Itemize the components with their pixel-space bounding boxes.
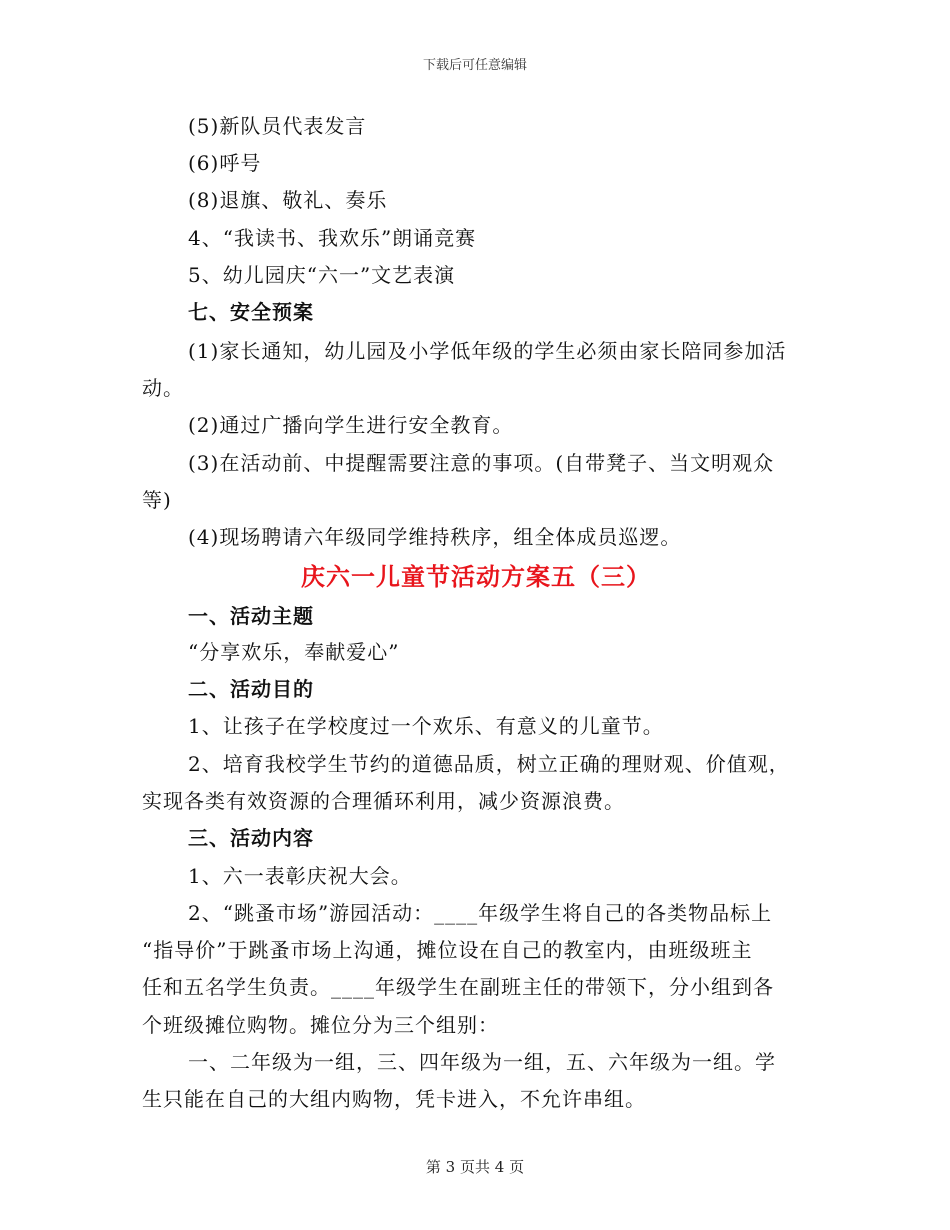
section-title: 庆六一儿童节活动方案五（三） xyxy=(301,562,651,591)
content-item-2-cont-1: “指导价”于跳蚤市场上沟通，摊位设在自己的教室内，由班级班主 xyxy=(142,938,753,962)
program-item-kindergarten: 5、幼儿园庆“六一”文艺表演 xyxy=(188,263,456,287)
purpose-item-1: 1、让孩子在学校度过一个欢乐、有意义的儿童节。 xyxy=(188,714,664,738)
page-number: 第 3 页共 4 页 xyxy=(425,1158,525,1176)
content-item-2-cont-2: 任和五名学生负责。____年级学生在副班主任的带领下，分小组到各 xyxy=(142,975,774,999)
heading-theme: 一、活动主题 xyxy=(188,604,314,628)
header-note: 下载后可任意编辑 xyxy=(422,58,527,73)
safety-item-1: (1)家长通知，幼儿园及小学低年级的学生必须由家长陪同参加活 xyxy=(188,339,787,363)
theme-text: “分享欢乐，奉献爱心” xyxy=(188,640,400,664)
program-item-reading: 4、“我读书、我欢乐”朗诵竞赛 xyxy=(188,226,477,250)
program-item-6: (6)呼号 xyxy=(188,151,262,175)
program-item-8: (8)退旗、敬礼、奏乐 xyxy=(188,188,388,212)
content-groups-cont: 生只能在自己的大组内购物，凭卡进入，不允许串组。 xyxy=(142,1087,646,1111)
purpose-item-2: 2、培育我校学生节约的道德品质，树立正确的理财观、价值观， xyxy=(188,752,790,776)
content-groups: 一、二年级为一组，三、四年级为一组，五、六年级为一组。学 xyxy=(188,1050,776,1074)
program-item-5: (5)新队员代表发言 xyxy=(188,114,367,138)
content-item-2: 2、“跳蚤市场”游园活动：____年级学生将自己的各类物品标上 xyxy=(188,901,773,925)
safety-item-1-cont: 动。 xyxy=(142,376,184,400)
safety-item-3: (3)在活动前、中提醒需要注意的事项。(自带凳子、当文明观众 xyxy=(188,451,775,475)
safety-item-2: (2)通过广播向学生进行安全教育。 xyxy=(188,413,514,437)
heading-safety-plan: 七、安全预案 xyxy=(188,300,314,324)
purpose-item-2-cont: 实现各类有效资源的合理循环利用，减少资源浪费。 xyxy=(142,789,625,813)
safety-item-3-cont: 等) xyxy=(142,488,172,512)
safety-item-4: (4)现场聘请六年级同学维持秩序，组全体成员巡逻。 xyxy=(188,525,682,549)
heading-purpose: 二、活动目的 xyxy=(188,677,314,701)
content-item-1: 1、六一表彰庆祝大会。 xyxy=(188,864,412,888)
heading-content: 三、活动内容 xyxy=(188,826,314,850)
content-item-2-cont-3: 个班级摊位购物。摊位分为三个组别： xyxy=(142,1013,499,1037)
